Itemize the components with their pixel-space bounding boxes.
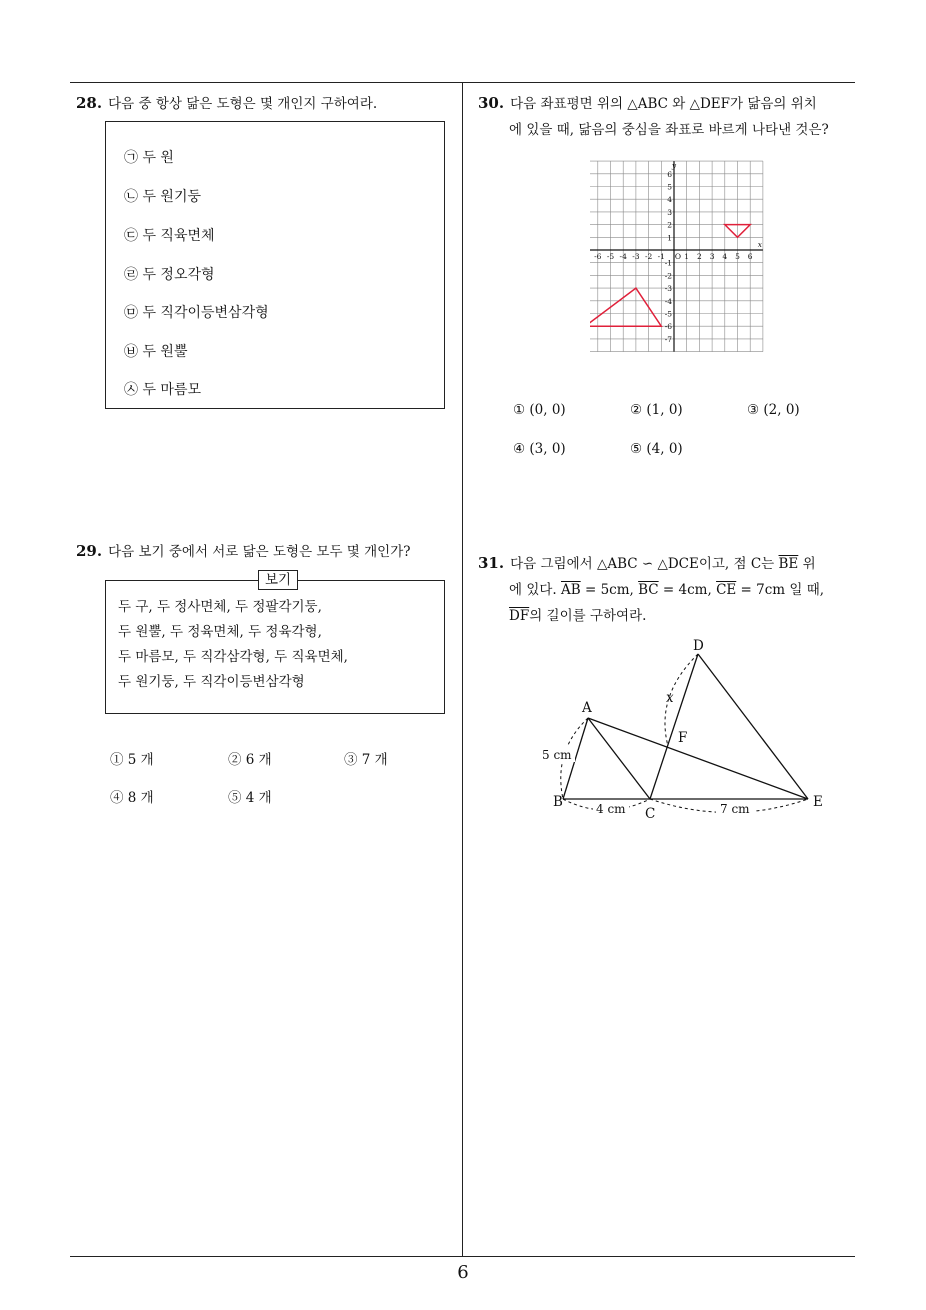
choice-1[interactable]: ① (0, 0) [513,402,566,418]
point-label-a: A [582,700,592,716]
label-x: x [666,690,674,706]
segment-de [698,654,808,799]
x-tick-label: -1 [657,252,665,261]
x-tick-label: -5 [606,252,615,261]
list-item: ㉡ 두 원기둥 [124,189,201,205]
question-31: 31. 다음 그림에서 △ABC ∽ △DCE이고, 점 C는 $\overline{BE}$ 위 에 있다. $\overline{AB} = 5cm$, $\overline{BC} = 4cm$, $\overline{CE} = 7cm$ 일 때, $\overline{DF}$의 길이를 구하여라. [478,554,825,624]
list-item: ㉦ 두 마름모 [124,382,201,398]
choice-1[interactable]: ① 5 개 [110,752,154,768]
column-divider [462,82,463,1256]
choice-4[interactable]: ④ (3, 0) [513,441,566,457]
box-line: 두 구, 두 정사면체, 두 정팔각기둥, [118,599,322,615]
question-number: 31. [478,554,505,572]
coordinate-graph [590,156,770,356]
y-tick-label: -6 [664,322,672,332]
x-tick-label: 3 [709,252,715,261]
choice-5[interactable]: ⑤ 4 개 [228,790,272,806]
question-number: 29. [76,542,103,560]
question-29 [76,538,411,565]
list-item: ㉢ 두 직육면체 [124,228,215,244]
y-tick-label: -3 [664,284,672,294]
point-label-c: C [645,806,656,822]
choice-3[interactable]: ③ (2, 0) [747,402,800,418]
question-number: 28. [76,94,103,112]
choice-4[interactable]: ④ 8 개 [110,790,154,806]
y-tick-label: 5 [667,182,672,192]
question-text: 다음 중 항상 닮은 도형은 몇 개인지 구하여라. [108,96,378,112]
choice-2[interactable]: ② 6 개 [228,752,272,768]
x-tick-label: 2 [697,252,702,261]
y-tick-label: -1 [664,258,672,268]
choice-5[interactable]: ⑤ (4, 0) [630,441,683,457]
list-item: ㉣ 두 정오각형 [124,267,215,283]
x-tick-label: -6 [594,252,602,261]
y-tick-label: -2 [664,271,672,281]
x-tick-label: -4 [619,252,627,261]
y-tick-label: 3 [667,207,672,217]
x-tick-label: 4 [722,252,728,261]
list-item: ㉥ 두 원뿔 [124,344,188,360]
triangle-figure [535,636,835,826]
q28-item-box [105,121,445,409]
point-label-d: D [693,638,704,654]
point-label-b: B [553,794,563,810]
x-tick-label: 1 [684,252,690,261]
y-tick-label: -4 [664,296,672,306]
q29-example-box [105,572,445,714]
y-tick-label: 2 [667,220,672,230]
segment-dc [650,654,698,799]
segment-ac [588,718,650,799]
y-axis-label: y [671,161,677,171]
label-ab-length: 5 cm [542,748,572,762]
box-line: 두 원뿔, 두 정육면체, 두 정육각형, [118,624,322,640]
x-tick-label: 5 [735,252,740,261]
question-text: 다음 보기 중에서 서로 닮은 도형은 모두 몇 개인가? [108,544,411,560]
choice-2[interactable]: ② (1, 0) [630,402,683,418]
list-item: ㉤ 두 직각이등변삼각형 [124,305,269,321]
y-tick-label: -7 [664,334,672,344]
y-tick-label: -5 [664,309,672,319]
x-axis-label: x [757,240,763,249]
question-28 [76,90,377,117]
y-tick-label: 1 [667,233,672,243]
triangle-abc [590,288,661,326]
point-label-f: F [678,730,688,746]
box-line: 두 마름모, 두 직각삼각형, 두 직육면체, [118,649,348,665]
label-bc-length: 4 cm [596,802,626,816]
x-tick-label: -2 [644,252,653,261]
x-tick-label: -3 [632,252,640,261]
label-ce-length: 7 cm [720,802,750,816]
choice-3[interactable]: ③ 7 개 [344,752,388,768]
question-text-line1: 다음 좌표평면 위의 △ABC 와 △DEF가 닮음의 위치 [510,96,817,112]
point-label-e: E [813,794,823,810]
box-title: 보기 [258,570,298,590]
x-tick-label: 6 [747,252,753,261]
question-30 [478,90,829,143]
segment-ae [588,718,808,799]
y-tick-label: 6 [667,169,672,179]
page-number: 6 [457,1262,469,1283]
list-item: ㉠ 두 원 [124,150,174,166]
bottom-rule [70,1256,855,1257]
question-number: 30. [478,94,505,112]
box-line: 두 원기둥, 두 직각이등변삼각형 [118,674,305,690]
origin-label: O [674,252,682,261]
question-text-line2: 에 있을 때, 닮음의 중심을 좌표로 바르게 나타낸 것은? [509,122,829,138]
y-tick-label: 4 [667,195,672,205]
